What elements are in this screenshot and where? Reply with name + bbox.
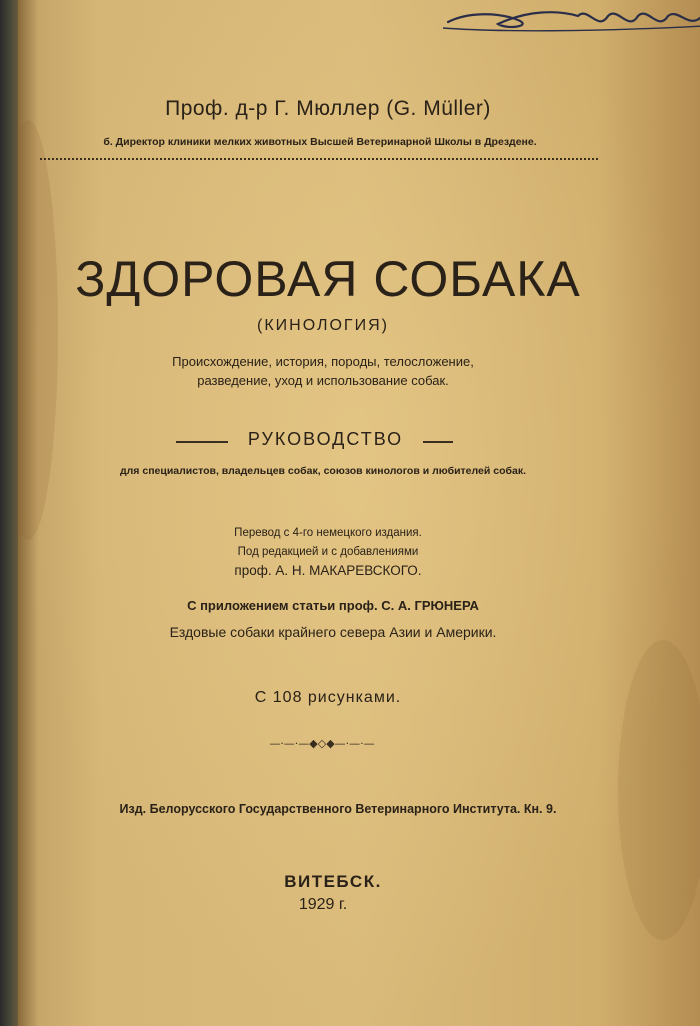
paper-stain	[618, 640, 700, 940]
handwritten-signature	[438, 2, 700, 36]
guide-heading: РУКОВОДСТВО	[247, 429, 404, 449]
ornament-divider: —·—·—◆◇◆—·—·—	[269, 737, 375, 750]
appendix-title: Ездовые собаки крайнего севера Азии и Америки.	[169, 624, 497, 640]
heading-rule-right	[423, 441, 453, 443]
author-line: Проф. д-р Г. Мюллер (G. Müller)	[165, 97, 491, 120]
title-page	[18, 0, 700, 1026]
author-position: б. Директор клиники мелких животных Высшей Ветеринарной Школы в Дрездене.	[103, 136, 537, 148]
translation-line-1: Перевод с 4-го немецкого издания.	[234, 527, 422, 539]
publication-year: 1929 г.	[298, 896, 348, 913]
city-name: ВИТЕБСК.	[284, 872, 382, 891]
translation-line-3: проф. А. Н. МАКАРЕВСКОГО.	[234, 563, 422, 578]
publisher-line: Изд. Белорусского Государственного Ветеринарного Института. Кн. 9.	[119, 802, 557, 816]
description-line-1: Происхождение, история, породы, телосложение,	[172, 354, 474, 369]
illustrations-count: С 108 рисунками.	[254, 689, 402, 706]
appendix-line: С приложением статьи проф. С. А. ГРЮНЕРА	[187, 598, 479, 613]
dotted-divider	[40, 158, 598, 160]
translation-line-2: Под редакцией и с добавлениями	[237, 546, 419, 558]
book-subtitle: (КИНОЛОГИЯ)	[257, 317, 389, 334]
paper-stain	[18, 120, 58, 540]
book-spine	[0, 0, 18, 1026]
description-line-2: разведение, уход и использование собак.	[197, 373, 449, 388]
book-title: ЗДОРОВАЯ СОБАКА	[75, 251, 581, 307]
heading-rule-left	[176, 441, 228, 443]
guide-audience: для специалистов, владельцев собак, союзов кинологов и любителей собак.	[119, 465, 527, 477]
